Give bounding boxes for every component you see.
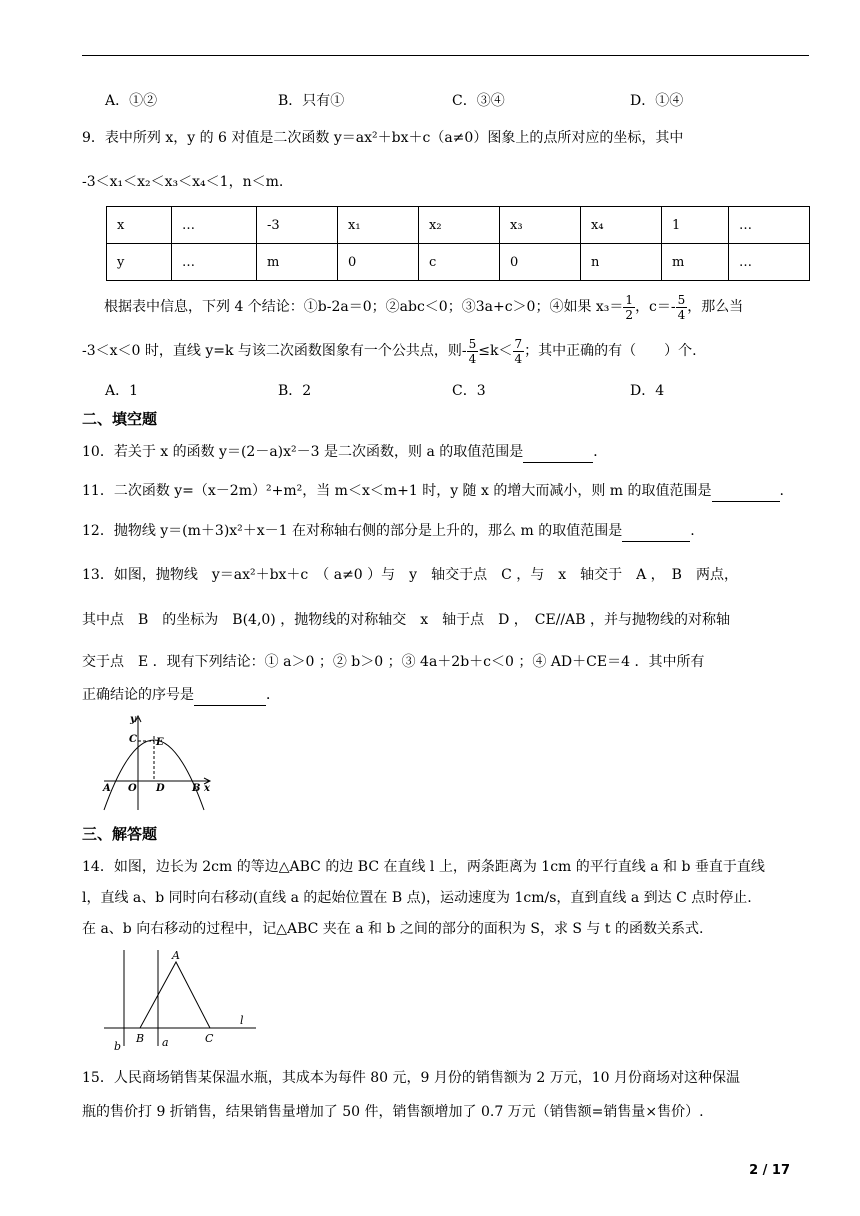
q15-line1: 15．人民商场销售某保温水瓶，其成本为每件 80 元，9 月份的销售额为 2 万元，10 月份商场对这种保温 [82, 1070, 740, 1086]
label-c-vertex: C [205, 1032, 214, 1045]
q9-line1: 9．表中所列 x，y 的 6 对值是二次函数 y＝ax²＋bx＋c（a≠0）图象上的点所对应的坐标，其中 [82, 130, 684, 146]
q8-choices [105, 90, 805, 110]
table-cell: m [257, 244, 338, 281]
fraction-seven-quarters [513, 337, 525, 366]
q9-line4-text-a: -3＜x＜0 时，直线 y=k 与该二次函数图象有一个公共点，则- [82, 343, 467, 359]
fraction-denominator: 2 [625, 307, 634, 322]
table-cell: x [107, 207, 172, 244]
label-x: x [204, 783, 210, 794]
q11 [82, 481, 784, 502]
q9-line4-text-c: ；其中正确的有（ ）个. [524, 343, 697, 359]
choice-c: C．3 [452, 383, 486, 399]
q13-line4 [82, 685, 280, 706]
table-cell: y [107, 244, 172, 281]
q9-table [106, 206, 810, 281]
table-row [107, 244, 810, 281]
table-cell: c [419, 244, 500, 281]
label-e: E [156, 737, 164, 748]
q14-line3: 在 a、b 向右移动的过程中，记△ABC 夹在 a 和 b 之间的部分的面积为 S，求 S 与 t 的函数关系式. [82, 921, 704, 937]
section-heading: 二、填空题 [82, 410, 158, 428]
q13-line1: 13．如图，抛物线 y＝ax²＋bx＋c （ a≠0 ）与 y 轴交于点 C ，与 x 轴交于 A ， B 两点， [82, 567, 738, 583]
fraction-numerator: 7 [514, 336, 523, 351]
label-o: O [128, 783, 137, 794]
q13-line3: 交于点 E ．现有下列结论：① a＞0 ；② b＞0 ；③ 4a＋2b＋c＜0 ；④ AD＋CE＝4 ．其中所有 [82, 654, 705, 670]
label-b-line: b [114, 1040, 122, 1053]
page-number: 2 / 17 [749, 1163, 790, 1178]
table-cell: -3 [257, 207, 338, 244]
section-heading: 三、解答题 [82, 825, 158, 843]
choice-d: D．4 [630, 383, 665, 399]
fraction-denominator: 4 [468, 351, 477, 366]
label-y: y [130, 714, 136, 725]
label-a-line: a [162, 1036, 169, 1049]
table-row [107, 207, 810, 244]
table-cell: n [581, 244, 662, 281]
fraction-numerator: 1 [625, 292, 634, 307]
q12-text: 12．抛物线 y＝(m＋3)x²＋x－1 在对称轴右侧的部分是上升的，那么 m 的取值范围是 [82, 523, 623, 539]
q13-end: ． [266, 687, 280, 703]
q9-line3-text-c: ，那么当 [687, 299, 744, 315]
q15-line2: 瓶的售价打 9 折销售，结果销售量增加了 50 件，销售额增加了 0.7 万元（销售额=销售量×售价）. [82, 1104, 704, 1120]
fraction-five-quarters [467, 337, 479, 366]
table-cell: 0 [500, 244, 581, 281]
answer-blank [194, 685, 266, 706]
label-d: D [156, 783, 165, 794]
fraction-numerator: 5 [468, 336, 477, 351]
label-l: l [240, 1014, 244, 1027]
q9-line3 [104, 290, 743, 324]
answer-blank [523, 442, 593, 463]
label-b: B [192, 783, 201, 794]
q10-end: ． [593, 444, 608, 460]
q11-text: 11．二次函数 y=（x－2m）²+m²，当 m＜x＜m+1 时，y 随 x 的增大而减小，则 m 的取值范围是 [82, 483, 712, 499]
table-cell: x₃ [500, 207, 581, 244]
answer-blank [622, 521, 690, 542]
q12 [82, 521, 695, 542]
q9-line4 [82, 334, 697, 368]
triangle-abc [140, 962, 210, 1028]
q9-choices [105, 380, 805, 400]
q9-line4-text-b: ≤k＜ [478, 343, 513, 359]
answer-blank [712, 481, 780, 502]
fraction-five-quarters [676, 293, 688, 322]
q13-line4-text: 正确结论的序号是 [82, 687, 194, 703]
q12-end: . [690, 523, 695, 539]
label-a-vertex: A [172, 949, 180, 962]
header-rule [82, 55, 809, 56]
table-cell: 1 [662, 207, 729, 244]
q9-line3-text-a: 根据表中信息，下列 4 个结论：①b-2a＝0；②abc＜0；③3a+c＞0；④如果 x₃＝ [104, 299, 624, 315]
choice-a: A．1 [105, 383, 139, 399]
triangle-figure [100, 942, 260, 1058]
table-cell: … [729, 207, 810, 244]
fraction-denominator: 4 [677, 307, 686, 322]
fraction-numerator: 5 [677, 292, 686, 307]
label-b-vertex: B [136, 1032, 145, 1045]
choice-b: B．只有① [278, 93, 345, 109]
table-cell: … [172, 244, 257, 281]
table-cell: x₁ [338, 207, 419, 244]
q9-line3-text-b: ，c＝- [635, 299, 676, 315]
choice-b: B．2 [278, 383, 312, 399]
q10-text: 10．若关于 x 的函数 y＝(2－a)x²－3 是二次函数，则 a 的取值范围是 [82, 444, 524, 460]
q10 [82, 442, 607, 463]
choice-d: D．①④ [630, 93, 684, 109]
fraction-half [623, 293, 635, 322]
q9-line2: -3＜x₁＜x₂＜x₃＜x₄＜1，n＜m. [82, 174, 284, 190]
label-c: C [129, 734, 137, 745]
q14-line2: l，直线 a、b 同时向右移动(直线 a 的起始位置在 B 点)，运动速度为 1cm/s，直到直线 a 到达 C 点时停止. [82, 890, 752, 906]
table-cell: … [172, 207, 257, 244]
parabola-figure [100, 712, 215, 812]
q14-line1: 14．如图，边长为 2cm 的等边△ABC 的边 BC 在直线 l 上，两条距离为 1cm 的平行直线 a 和 b 垂直于直线 [82, 859, 765, 875]
choice-a: A．①② [105, 93, 158, 109]
q13-line2: 其中点 B 的坐标为 B(4,0) ，抛物线的对称轴交 x 轴于点 D ， CE//AB ，并与抛物线的对称轴 [82, 612, 730, 628]
table-cell: x₄ [581, 207, 662, 244]
table-cell: … [729, 244, 810, 281]
table-cell: 0 [338, 244, 419, 281]
fraction-denominator: 4 [514, 351, 523, 366]
parabola-curve [104, 740, 204, 810]
table-cell: m [662, 244, 729, 281]
q11-end: . [779, 483, 784, 499]
label-a: A [103, 783, 111, 794]
table-cell: x₂ [419, 207, 500, 244]
choice-c: C．③④ [452, 93, 505, 109]
